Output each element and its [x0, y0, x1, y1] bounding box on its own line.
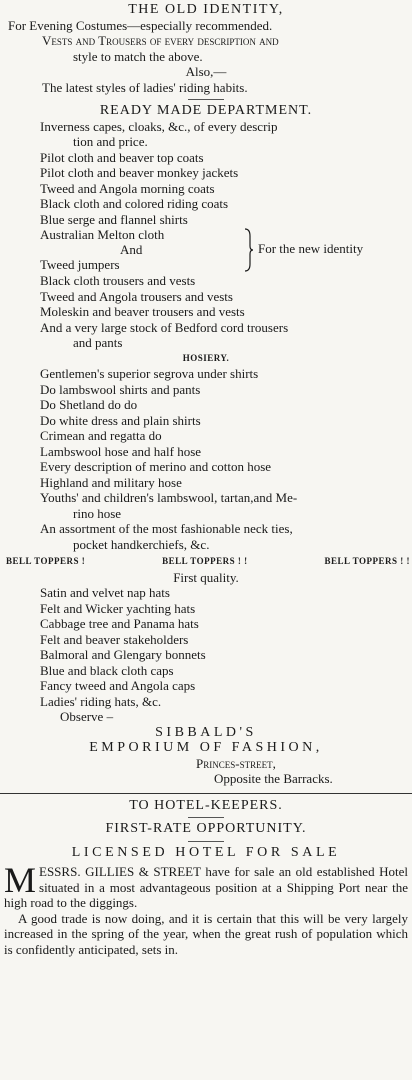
list-item: Fancy tweed and Angola caps	[40, 678, 196, 693]
list-item: Do white dress and plain shirts	[40, 412, 201, 428]
ready-made-heading: READY MADE DEPARTMENT.	[99, 103, 313, 118]
paragraph-text: ESSRS. GILLIES & STREET have for sale an old established Hotel situated in a most advantageous position at a Shipping Port near the high road to the diggings.	[4, 864, 408, 910]
bell-toppers-row	[0, 552, 412, 570]
list-item: tion and price.	[73, 134, 148, 149]
list-item: Balmoral and Glengary bonnets	[40, 647, 206, 662]
list-item: Felt and Wicker yachting hats	[40, 600, 196, 616]
list-item: Crimean and regatta do	[40, 428, 162, 443]
intro-line: The latest styles of ladies' riding habits.	[42, 79, 248, 95]
list-item: Blue and black cloth caps	[40, 662, 174, 678]
list-item: Black cloth and colored riding coats	[40, 196, 229, 211]
hosiery-heading: HOSIERY.	[182, 352, 230, 363]
opposite-address: Opposite the Barracks.	[214, 771, 333, 786]
observe-text: Observe –	[60, 709, 114, 724]
list-item: Youths' and children's lambswool, tartan,and Me-	[40, 490, 298, 505]
list-item: Pilot cloth and beaver top coats	[40, 149, 204, 165]
licensed-heading: LICENSED HOTEL FOR SALE	[71, 844, 341, 860]
list-item: Australian Melton cloth	[40, 227, 165, 242]
intro-line: For Evening Costumes—especially recommended.	[8, 17, 273, 33]
list-item: And	[120, 242, 143, 257]
street-address: Princes-street,	[196, 755, 276, 771]
divider	[188, 99, 224, 100]
list-item: Tweed jumpers	[40, 257, 120, 272]
list-item: Inverness capes, cloaks, &c., of every descrip	[40, 118, 278, 134]
list-item: and pants	[73, 335, 123, 350]
intro-line: style to match the above.	[73, 48, 203, 64]
divider	[188, 817, 224, 818]
brace-label: For the new identity	[258, 241, 364, 256]
opportunity-heading: FIRST-RATE OPPORTUNITY.	[105, 821, 307, 836]
brace-icon	[244, 228, 254, 272]
list-item: Blue serge and flannel shirts	[40, 211, 188, 227]
list-item: Satin and velvet nap hats	[40, 585, 170, 600]
list-item: An assortment of the most fashionable neck ties,	[40, 521, 293, 536]
brace-group	[0, 227, 412, 273]
list-item: Cabbage tree and Panama hats	[40, 616, 199, 631]
divider	[0, 793, 412, 794]
hotel-paragraph	[0, 860, 412, 911]
list-item: Black cloth trousers and vests	[40, 273, 196, 288]
emporium-name: EMPORIUM OF FASHION,	[89, 740, 323, 755]
ad-title: THE OLD IDENTITY,	[128, 2, 284, 17]
list-item: Pilot cloth and beaver monkey jackets	[40, 165, 239, 180]
list-item: Ladies' riding hats, &c.	[40, 693, 162, 709]
intro-line: Vests and Trousers of every description and	[42, 33, 279, 48]
list-item: Gentlemen's superior segrova under shirts	[40, 366, 259, 381]
list-item: And a very large stock of Bedford cord trousers	[40, 319, 289, 335]
bell-toppers-text: BELL TOPPERS ! !	[162, 556, 248, 566]
list-item: Moleskin and beaver trousers and vests	[40, 304, 245, 319]
hotel-heading: TO HOTEL-KEEPERS.	[129, 797, 283, 813]
list-item: pocket handkerchiefs, &c.	[73, 536, 210, 552]
dropcap: M	[4, 860, 37, 900]
hotel-paragraph: A good trade is now doing, and it is certain that this will be very largely increased in the spring of the year, when the great rush of population which is confidently anticipated, sets in.	[4, 910, 408, 957]
divider	[188, 841, 224, 842]
list-item: Every description of merino and cotton hose	[40, 459, 272, 474]
list-item: Do Shetland do do	[40, 397, 138, 412]
list-item: Tweed and Angola morning coats	[40, 180, 215, 196]
list-item: Do lambswool shirts and pants	[40, 381, 201, 397]
sibbald-name: SIBBALD'S	[155, 724, 257, 740]
bell-toppers-text: BELL TOPPERS !	[6, 556, 86, 566]
list-item: Highland and military hose	[40, 474, 182, 490]
bell-toppers-text: BELL TOPPERS ! !	[324, 556, 410, 566]
list-item: Tweed and Angola trousers and vests	[40, 288, 233, 304]
list-item: rino hose	[73, 505, 122, 521]
list-item: Lambswool hose and half hose	[40, 443, 202, 459]
first-quality: First quality.	[173, 569, 239, 585]
list-item: Felt and beaver stakeholders	[40, 631, 189, 647]
intro-line: Also,—	[185, 64, 227, 79]
